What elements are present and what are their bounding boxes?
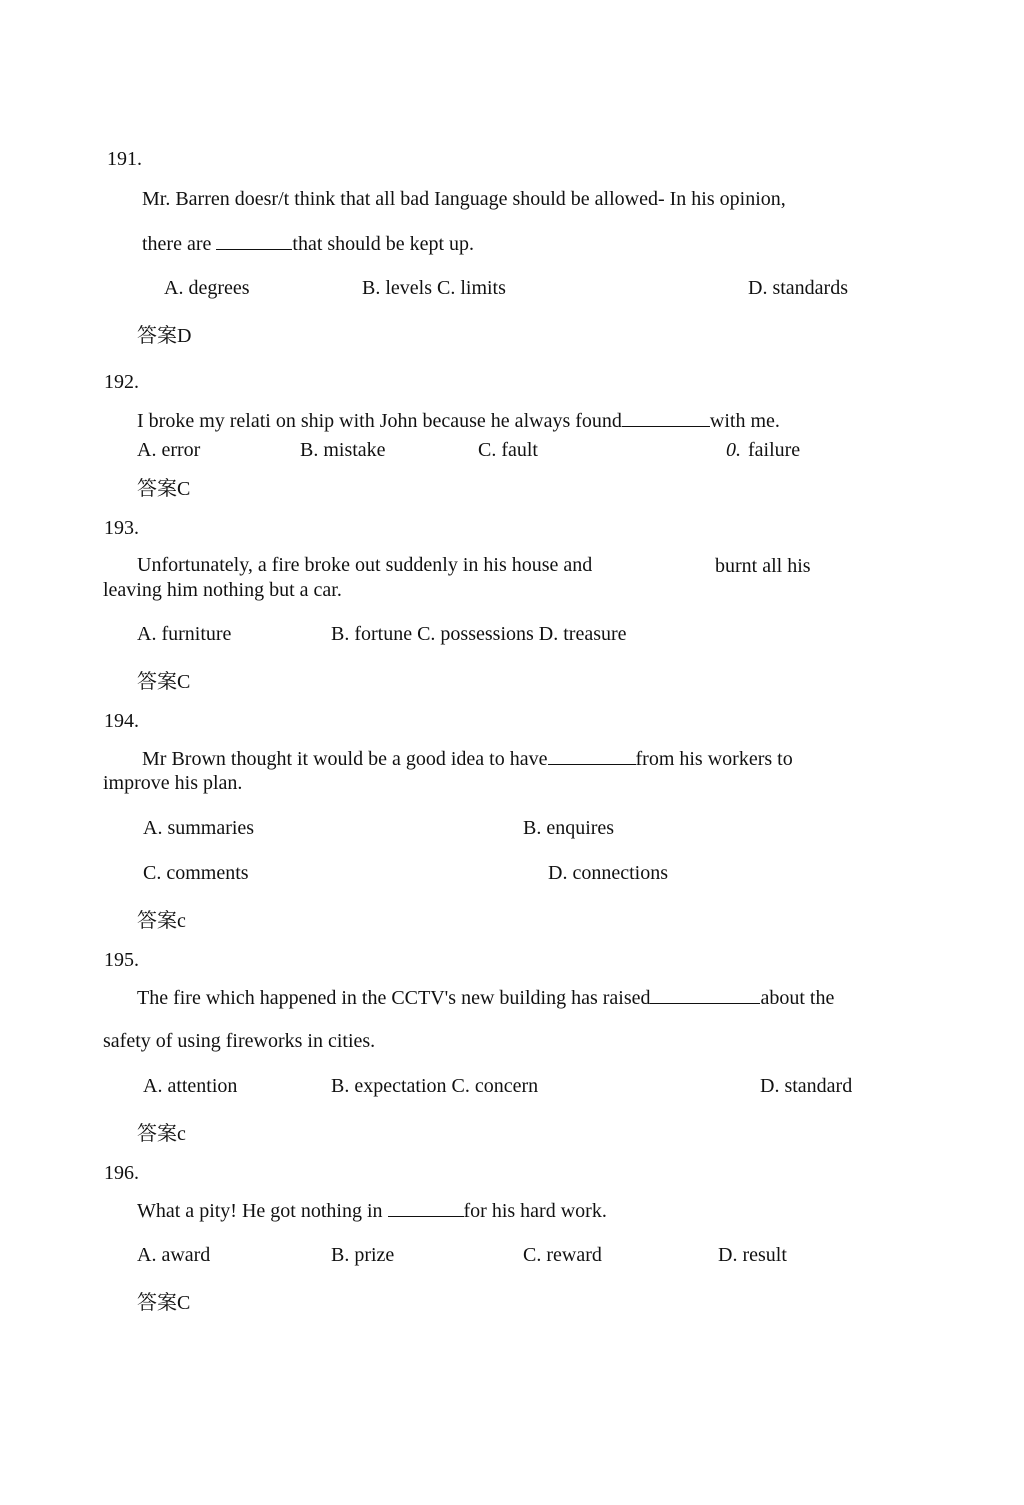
answer-value: c (177, 910, 186, 932)
question-text-part: that should be kept up. (292, 233, 475, 255)
answer-value: c (177, 1123, 186, 1145)
answer-line (137, 671, 190, 692)
answer-blank (650, 987, 760, 1004)
option: D. connections (548, 862, 668, 884)
question-text-part: for his hard work. (463, 1200, 607, 1222)
question-text-part: I broke my relati on ship with John because he always found (137, 410, 622, 432)
question-text: leaving him nothing but a car. (103, 579, 342, 601)
question-number: 193. (104, 517, 139, 539)
option: C. comments (143, 862, 249, 884)
option: B. levels C. limits (362, 277, 506, 299)
answer-value: D (177, 325, 192, 347)
answer-label: 答案 (137, 669, 177, 693)
option: B. fortune C. possessions D. treasure (331, 623, 627, 645)
answer-label: 答案 (137, 1121, 177, 1145)
answer-blank (548, 748, 636, 765)
question-number: 194. (104, 710, 139, 732)
answer-value: C (177, 1292, 191, 1314)
answer-value: C (177, 671, 191, 693)
option: B. expectation C. concern (331, 1075, 539, 1097)
question-text (137, 1200, 607, 1221)
question-text: burnt all his (715, 555, 811, 577)
option: A. attention (143, 1075, 238, 1097)
question-text-part: The fire which happened in the CCTV's new building has raised (137, 987, 651, 1009)
option: B. prize (331, 1244, 395, 1266)
question-text (142, 233, 474, 254)
question-text-part: What a pity! He got nothing in (137, 1200, 383, 1222)
question-number: 192. (104, 371, 139, 393)
question-text-part: Mr Brown thought it would be a good idea to have (142, 748, 548, 770)
answer-blank (388, 1200, 464, 1217)
question-text: Mr. Barren doesr/t think that all bad Ianguage should be allowed- In his opinion, (142, 188, 786, 210)
answer-blank (622, 410, 710, 427)
option: A. summaries (143, 817, 255, 839)
question-text (137, 410, 780, 431)
question-text: safety of using fireworks in cities. (103, 1030, 376, 1052)
option: A. award (137, 1244, 211, 1266)
answer-label: 答案 (137, 1290, 177, 1314)
option: D. result (718, 1244, 787, 1266)
question-number: 195. (104, 949, 139, 971)
question-number: 191. (107, 148, 142, 170)
option: failure (748, 439, 801, 461)
answer-value: C (177, 478, 191, 500)
question-text (137, 987, 834, 1008)
option: 0. (726, 439, 741, 461)
answer-blank (216, 233, 292, 250)
option: A. degrees (164, 277, 250, 299)
option: C. fault (478, 439, 538, 461)
question-text-part: from his workers to (635, 748, 793, 770)
option: B. mistake (300, 439, 386, 461)
answer-label: 答案 (137, 476, 177, 500)
question-text-part: about the (760, 987, 835, 1009)
option: B. enquires (523, 817, 615, 839)
question-text-part: there are (142, 233, 212, 255)
question-number: 196. (104, 1162, 139, 1184)
answer-line (137, 325, 191, 346)
option: A. error (137, 439, 201, 461)
question-text (142, 748, 793, 769)
question-text: Unfortunately, a fire broke out suddenly in his house and (137, 554, 593, 576)
option: D. standard (760, 1075, 853, 1097)
option: C. reward (523, 1244, 602, 1266)
answer-line (137, 1123, 186, 1144)
option: D. standards (748, 277, 848, 299)
option: A. furniture (137, 623, 232, 645)
answer-line (137, 1292, 190, 1313)
question-text: improve his plan. (103, 772, 243, 794)
answer-label: 答案 (137, 323, 177, 347)
question-text-part: with me. (709, 410, 780, 432)
answer-label: 答案 (137, 908, 177, 932)
answer-line (137, 910, 186, 931)
answer-line (137, 478, 190, 499)
